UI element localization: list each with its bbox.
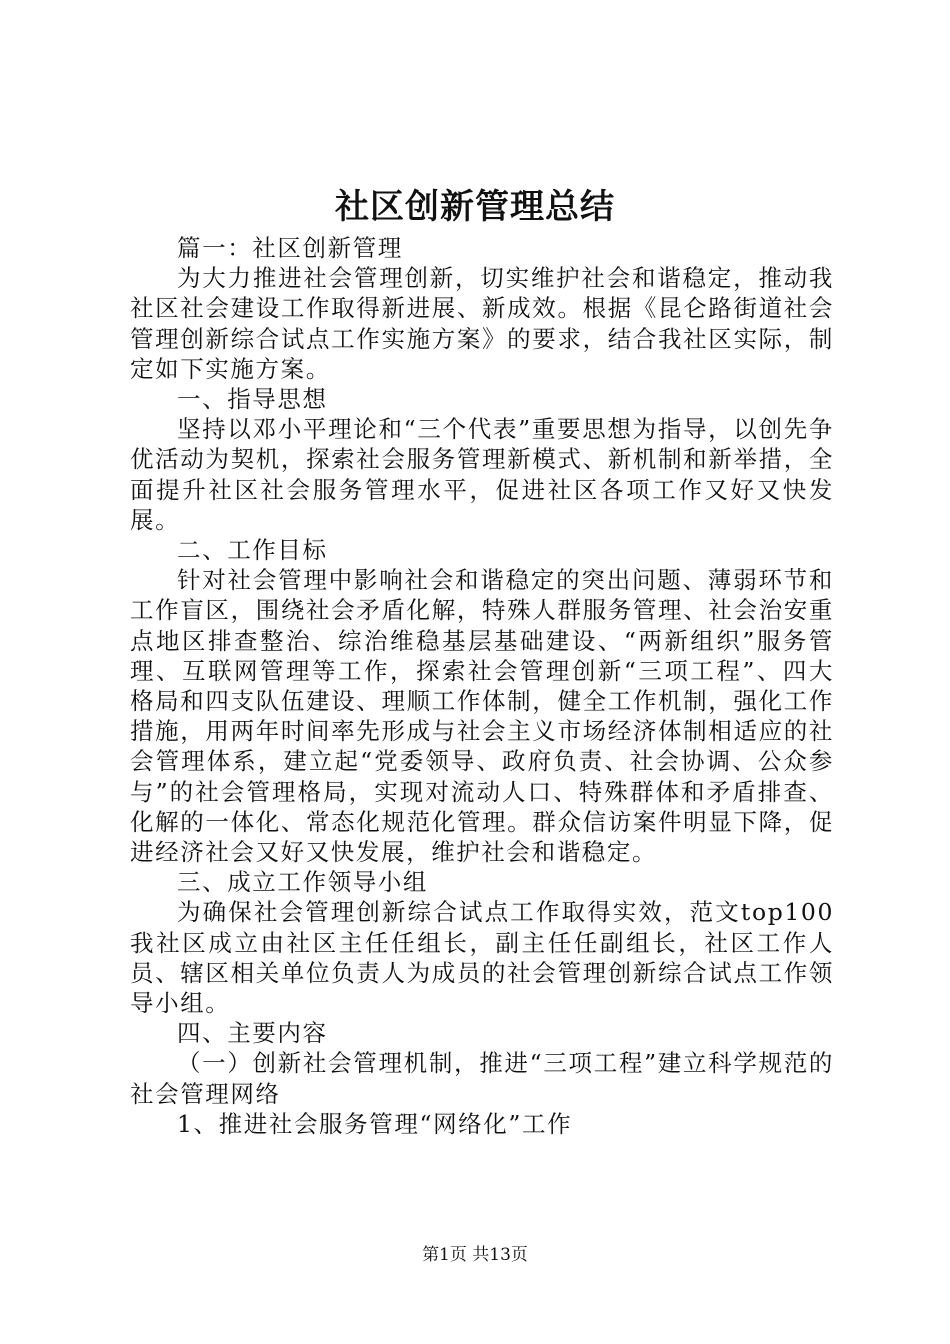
- section-heading: 四、主要内容: [177, 1019, 328, 1048]
- document-title: 社区创新管理总结: [335, 187, 615, 227]
- body-paragraph: 为大力推进社会管理创新，切实维护社会和谐稳定，推动我社区社会建设工作取得新进展、新成效。根据《昆仑路街道社会管理创新综合试点工作实施方案》的要求，结合我社区实际，制定如下实施方案。: [130, 264, 834, 383]
- body-paragraph: （一）创新社会管理机制，推进“三项工程”建立科学规范的社会管理网络: [130, 1049, 834, 1108]
- body-paragraph: 坚持以邓小平理论和“三个代表”重要思想为指导，以创先争优活动为契机，探索社会服务管理新模式、新机制和新举措，全面提升社区社会服务管理水平，促进社区各项工作又好又快发展。: [130, 415, 834, 534]
- body-paragraph: 针对社会管理中影响社会和谐稳定的突出问题、薄弱环节和工作盲区，围绕社会矛盾化解，特殊人群服务管理、社会治安重点地区排查整治、综治维稳基层基础建设、“两新组织”服务管理、互联网管理等工作，探索社会管理创新“三项工程”、四大格局和四支队伍建设、理顺工作体制，健全工作机制，强化工作措施，用两年时间率先形成与社会主义市场经济体制相适应的社会管理体系，建立起“党委领导、政府负责、社会协调、公众参与”的社会管理格局，实现对流动人口、特殊群体和矛盾排查、化解的一体化、常态化规范化管理。群众信访案件明显下降，促进经济社会又好又快发展，维护社会和谐稳定。: [130, 566, 834, 867]
- section-heading: 篇一：社区创新管理: [177, 234, 403, 262]
- section-heading: 一、指导思想: [177, 385, 328, 414]
- page-number: 第1页 共13页: [422, 1245, 528, 1265]
- section-heading: 1、推进社会服务管理“网络化”工作: [177, 1109, 573, 1138]
- section-heading: 三、成立工作领导小组: [177, 868, 428, 897]
- body-paragraph: 为确保社会管理创新综合试点工作取得实效，范文top100我社区成立由社区主任任组长，副主任任副组长，社区工作人员、辖区相关单位负责人为成员的社会管理创新综合试点工作领导小组。: [130, 898, 834, 1018]
- document-body: [130, 233, 834, 1139]
- section-heading: 二、工作目标: [177, 536, 328, 565]
